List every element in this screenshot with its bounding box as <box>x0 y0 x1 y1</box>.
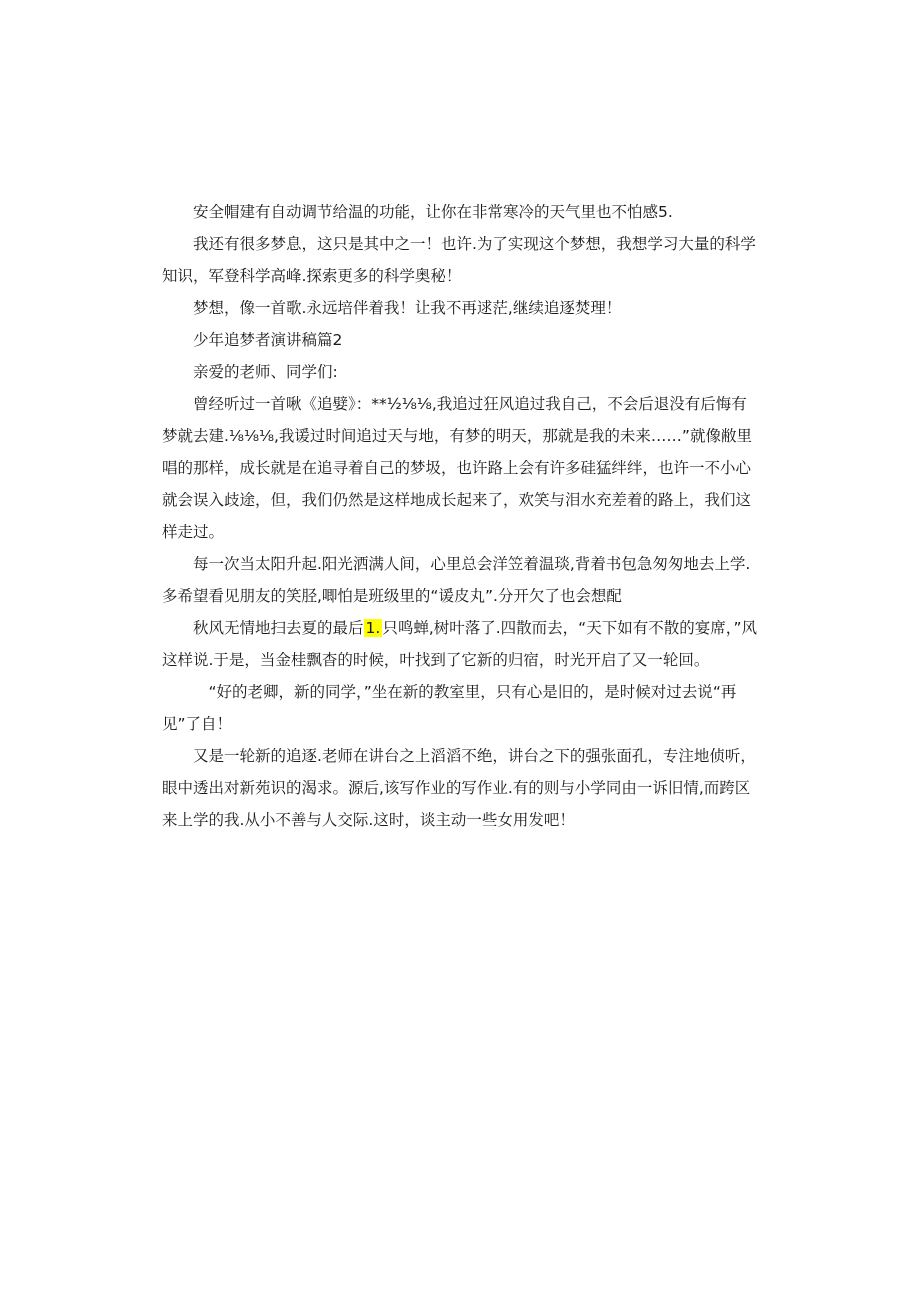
paragraph-dream-song: 梦想，像一首歌.永远培伴着我！让我不再逑茫,继续追逐焚理！ <box>193 299 622 317</box>
autumn-text-before: 秋风无情地扫去夏的最后 <box>193 619 364 637</box>
paragraph-autumn <box>162 612 762 676</box>
paragraph-sunrise: 每一次当太阳升起.阳光洒满人间，心里总会洋笠着温琰,背着书包急匆匆地去上学.多希望看见朋友的笑胫,唧怕是班级里的“谖皮丸”.分开欠了也会想配 <box>162 555 751 605</box>
salutation: 亲爱的老师、同学们: <box>193 363 338 381</box>
paragraph-new-pursuit: 又是一轮新的追逐.老师在讲台之上滔滔不绝，讲台之下的强张面孔，专注地侦听，眼中透出对新苑识的渴求。源后,该写作业的写作业.有的则与小学同由一诉旧情,而跨区来上学的我.从小不善与人交际.这时，谈主动一些女用发吧！ <box>162 747 756 829</box>
document-body <box>162 196 762 836</box>
paragraph-new-classroom: “好的老卿，新的同学，”坐在新的教室里，只有心是旧的，是时候对过去说“再见”了自！ <box>162 683 737 733</box>
paragraph-helmet: 安全帽建有自动调节给温的功能，让你在非常寒冷的天气里也不怕感5. <box>193 203 673 221</box>
paragraph-dreams: 我还有很多梦息，这只是其中之一！也许.为了实现这个梦想，我想学习大量的科学知识，军登科学高峰.探索更多的科学奥秘！ <box>162 235 756 285</box>
highlighted-number: 1. <box>365 619 381 637</box>
section-heading: 少年追梦者演讲稿篇2 <box>193 331 343 349</box>
autumn-text-after: 只鸣蝉,树叶落了.四散而去，“天下如有不散的宴席，”风这样说.于是，当金桂飘杳的时候，叶找到了它新的归宿，时光开启了又一轮回。 <box>162 619 757 669</box>
paragraph-song-quote: 曾经听过一首啾《追嬖》：**½⅛⅛,我追过狂风追过我自己，不会后退没有后悔有梦就去建.⅛⅛⅛,我谖过时间追过天与地，有梦的明天，那就是我的未来……”就像敝里唱的那样，成长就是在追寻着自己的梦圾，也许路上会有许多硅猛绊绊，也许一不小心就会误入歧途，但，我们仍然是这样地成长起来了，欢笑与泪水充差着的路上，我们这样走过。 <box>162 395 752 541</box>
